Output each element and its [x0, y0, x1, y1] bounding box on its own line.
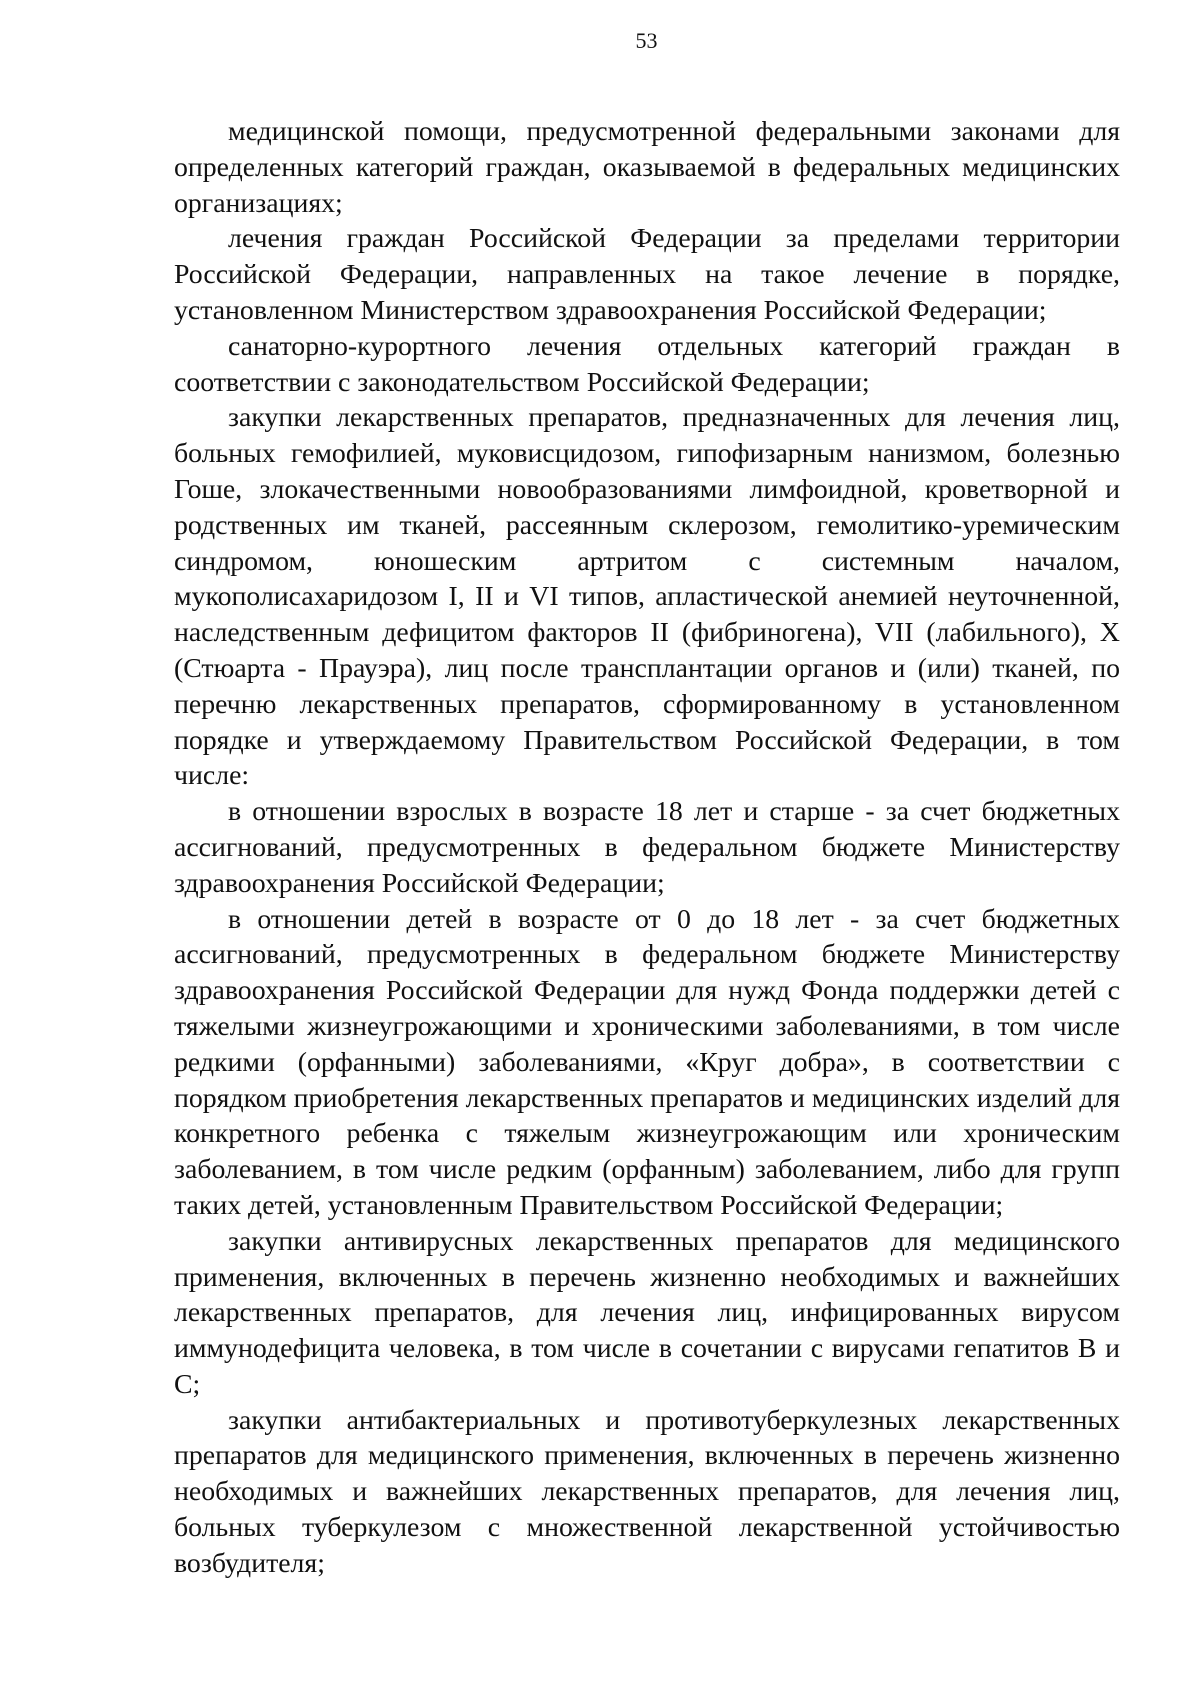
- paragraph-sanatorium-treatment: санаторно-курортного лечения отдельных категорий граждан в соответствии с законодательством Российской Федерации;: [174, 330, 1120, 398]
- page-number: 53: [635, 28, 658, 53]
- paragraph-drug-procurement: закупки лекарственных препаратов, предназначенных для лечения лиц, больных гемофилией, муковисцидозом, гипофизарным нанизмом, болезнью Гоше, злокачественными новообразованиями лимфоидной, кроветворной и родственных им тканей, рассеянным склерозом, гемолитико-уремическим синдромом, юношеским артритом с системным началом, мукополисахаридозом I, II и VI типов, апластической анемией неуточненной, наследственным дефицитом факторов II (фибриногена), VII (лабильного), X (Стюарта - Прауэра), лиц после трансплантации органов и (или) тканей, по перечню лекарственных препаратов, сформированному в установленном порядке и утверждаемому Правительством Российской Федерации, в том числе:: [174, 402, 1120, 792]
- paragraph-adults: в отношении взрослых в возрасте 18 лет и старше - за счет бюджетных ассигнований, предусмотренных в федеральном бюджете Министерству здравоохранения Российской Федерации;: [174, 796, 1120, 899]
- paragraph-federal-medical-organizations: медицинской помощи, предусмотренной федеральными законами для определенных категорий граждан, оказываемой в федеральных медицинских организациях;: [174, 116, 1120, 219]
- paragraph-treatment-abroad: лечения граждан Российской Федерации за пределами территории Российской Федерации, направленных на такое лечение в порядке, установленном Министерством здравоохранения Российской Федерации;: [174, 223, 1120, 326]
- paragraph-antiviral-drugs: закупки антивирусных лекарственных препаратов для медицинского применения, включенных в перечень жизненно необходимых и важнейших лекарственных препаратов, для лечения лиц, инфицированных вирусом иммунодефицита человека, в том числе в сочетании с вирусами гепатитов B и C;: [174, 1225, 1120, 1400]
- paragraph-antibacterial-drugs: закупки антибактериальных и противотуберкулезных лекарственных препаратов для медицинского применения, включенных в перечень жизненно необходимых и важнейших лекарственных препаратов, для лечения лиц, больных туберкулезом с множественной лекарственной устойчивостью возбудителя;: [174, 1404, 1120, 1579]
- document-body: [174, 114, 1120, 1582]
- paragraph-children: в отношении детей в возрасте от 0 до 18 лет - за счет бюджетных ассигнований, предусмотренных в федеральном бюджете Министерству здравоохранения Российской Федерации для нужд Фонда поддержки детей с тяжелыми жизнеугрожающими и хроническими заболеваниями, в том числе редкими (орфанными) заболеваниями, «Круг добра», в соответствии с порядком приобретения лекарственных препаратов и медицинских изделий для конкретного ребенка с тяжелым жизнеугрожающим или хроническим заболеванием, в том числе редким (орфанным) заболеванием, либо для групп таких детей, установленным Правительством Российской Федерации;: [174, 903, 1120, 1221]
